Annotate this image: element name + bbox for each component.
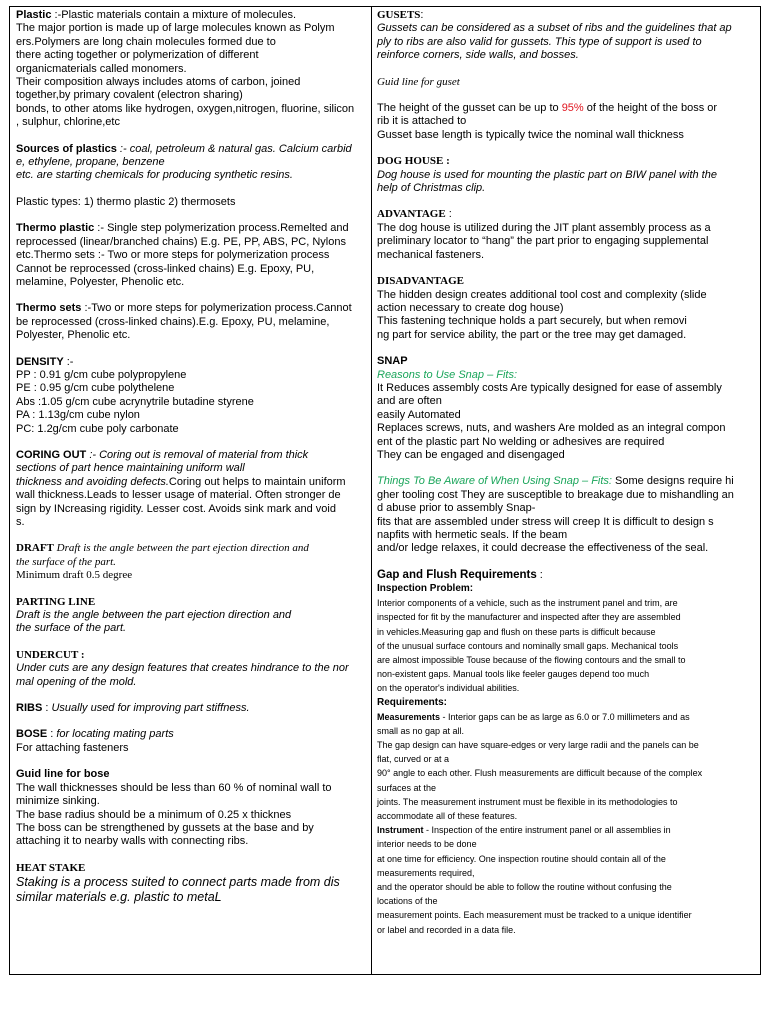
thermo-plastic-text: :- Single step polymerization process.Remelted and reprocessed (linear/branched chains) E.g. PE, PP, ABS, PC, Nylons etc.Thermo sets :- Two or more steps for polymerization process Cannot be reprocessed (cross-linked chains) E.g. Epoxy, PU, melamine, Polyester, Phenolic etc. (16, 222, 349, 288)
thermo-sets-text: :-Two or more steps for polymerization process.Cannot be reprocessed (cross-linked chains).E.g. Epoxy, PU, melamine, Polyester, Phenolic etc. (16, 302, 352, 342)
dog-house-heading: DOG HOUSE : (377, 155, 450, 168)
thermo-sets-heading: Thermo sets (16, 302, 82, 315)
snap-aware-section (377, 475, 755, 555)
snap-reasons-text: It Reduces assembly costs Are typically designed for ease of assembly and are often easily Automated Replaces screws, nuts, and washers Are molded as an integral compon ent of the plastic part No welding or adhesives are required They can be engaged and disengaged (377, 381, 726, 461)
disadvantage-heading: DISADVANTAGE (377, 275, 465, 288)
undercut-text: Under cuts are any design features that creates hindrance to the nor mal opening of the mold. (16, 662, 349, 688)
snap-aware-heading: Things To Be Aware of When Using Snap – Fits: (377, 475, 612, 488)
gusset-height-pre: The height of the gusset can be up to (377, 102, 562, 115)
bose-heading: BOSE (16, 728, 48, 741)
left-column (11, 6, 367, 905)
undercut-heading: UNDERCUT : (16, 648, 85, 661)
advantage-colon: : (445, 208, 452, 221)
right-column (374, 6, 759, 937)
bose-text: for locating mating parts (56, 728, 174, 741)
thermo-plastic-heading: Thermo plastic (16, 222, 95, 235)
guid-bose-text: The wall thicknesses should be less than 60 % of nominal wall to minimize sinking. The base radius should be a minimum of 0.25 x thicknes The boss can be strengthened by gussets at the base and by attaching it to nearby walls with connecting ribs. (16, 781, 332, 848)
sources-heading: Sources of plastics (16, 142, 117, 155)
snap-reasons-heading: Reasons to Use Snap – Fits: (377, 368, 518, 381)
inspection-heading: Inspection Problem: (377, 583, 474, 595)
bose-sep: : (47, 728, 57, 741)
ribs-sep: : (42, 702, 52, 715)
ribs-text: Usually used for improving part stiffness. (51, 702, 250, 715)
column-divider (371, 6, 372, 975)
gusets-heading: GUSETS (377, 9, 421, 21)
density-line: Abs :1.05 g/cm cube acrynytrile butadine styrene (16, 395, 254, 408)
instrument-label: Instrument (377, 825, 424, 836)
draft-min: Minimum draft 0.5 degree (16, 569, 133, 582)
sources-text: :- coal, petroleum & natural gas. Calcium carbid e, ethylene, propane, benzene etc. are starting chemicals for producing synthetic resins. (16, 142, 352, 182)
plastic-section (16, 9, 363, 130)
thermo-plastic-section (16, 222, 363, 289)
gap-flush-heading: Gap and Flush Requirements (377, 568, 537, 581)
plastic-types: Plastic types: 1) thermo plastic 2) thermosets (16, 195, 236, 208)
heat-stake-text: Staking is a process suited to connect parts made from dis similar materials e.g. plastic to metaL (16, 875, 340, 905)
measurements-label: Measurements (377, 711, 441, 722)
coring-text: Coring out helps to maintain uniform wall thickness.Leads to lesser usage of material. Often stronger de sign by INcreasing rigidity. Lesser cost. Avoids sink mark and void s. (16, 475, 346, 528)
parting-text: Draft is the angle between the part ejection direction and the surface of the part. (16, 609, 292, 635)
advantage-heading-line (377, 208, 755, 221)
parting-heading: PARTING LINE (16, 595, 96, 608)
coring-heading: CORING OUT (16, 448, 87, 461)
instrument-text: - Inspection of the entire instrument panel or all assemblies in interior needs to be done at one time for efficiency. One inspection routine should contain all of the measurements required, and the operator should be able to follow the routine without confusing the locations of the measurement points. Each measurement must be tracked to a unique identifier or label and recorded in a data file. (377, 825, 692, 935)
inspection-text: Interior components of a vehicle, such as the instrument panel and trim, are inspected for fit by the manufacturer and inspected after they are assembled in vehicles.Measuring gap and flush on these parts is difficult because of the unusual surface contours and nominally small gaps. Mechanical tools are almost impossible Touse because of the flowing contours and the small to non-existent gaps. Manual tools like feeler gauges depend too much on the operator's individual abilities. (377, 598, 686, 694)
density-line: PA : 1.13g/cm cube nylon (16, 409, 140, 422)
density-line: PC: 1.2g/cm cube poly carbonate (16, 422, 179, 435)
draft-section (16, 542, 363, 569)
snap-aware-text: Some designs require hi gher tooling cost They are susceptible to breakage due to mishandling an d abuse prior to assembly Snap- fits that are assembled under stress will creep It is difficult to design s napfits with hermetic seals. If the beam and/or ledge relaxes, it could decrease the effectiveness of the seal. (377, 475, 734, 555)
ribs-heading: RIBS (16, 702, 43, 715)
measurements-section (377, 710, 755, 824)
gap-flush-colon: : (536, 568, 543, 581)
gusets-heading-line (377, 9, 755, 22)
coring-italic: :- Coring out is removal of material from thick sections of part hence maintaining uniform wall thickness and avoiding defects. (16, 448, 309, 488)
density-suffix: :- (63, 355, 74, 368)
gusset-height-post: of the height of the boss or rib it is attached to Gusset base length is typically twice the nominal wall thickness (377, 102, 718, 141)
coring-section (16, 449, 363, 529)
ribs-section (16, 702, 363, 715)
thermo-sets-section (16, 302, 363, 342)
advantage-heading: ADVANTAGE (377, 208, 446, 221)
snap-heading: SNAP (377, 355, 408, 368)
bose-section (16, 728, 363, 741)
gusets-colon: : (420, 9, 424, 21)
disadvantage-text: The hidden design creates additional tool cost and complexity (slide action necessary to create dog house) This fastening technique holds a part securely, but when removi ng part for service ability, the part or the tree may get damaged. (377, 288, 707, 341)
instrument-section (377, 823, 755, 937)
density-heading: DENSITY (16, 355, 64, 368)
gusset-height (377, 102, 755, 142)
plastic-text: :-Plastic materials contain a mixture of molecules. The major portion is made up of large molecules known as Polym ers.Polymers are long chain molecules formed due to there acting together or polymerization of different organicmaterials called monomers. Their composition always includes atoms of carbon, joined together,by primary covalent (electron sharing) bonds, to other atoms like hydrogen, oxygen,nitrogen, fluorine, silicon , sulphur, chlorine,etc (16, 9, 355, 129)
draft-heading: DRAFT (16, 542, 54, 555)
heat-stake-heading: HEAT STAKE (16, 861, 86, 874)
advantage-text: The dog house is utilized during the JIT plant assembly process as a preliminary locator to “hang” the part prior to engaging supplemental mechanical fasteners. (377, 221, 711, 261)
bose-line2: For attaching fasteners (16, 741, 129, 754)
sources-section (16, 143, 363, 183)
draft-italic: Draft is the angle between the part ejection direction and the surface of the part. (16, 542, 309, 568)
guid-bose-heading: Guid line for bose (16, 768, 110, 781)
dog-house-text: Dog house is used for mounting the plastic part on BIW panel with the help of Christmas clip. (377, 168, 717, 195)
gusset-height-pct: 95% (561, 102, 584, 115)
density-line: PP : 0.91 g/cm cube polypropylene (16, 368, 187, 381)
requirements-heading: Requirements: (377, 696, 448, 708)
gusets-text: Gussets can be considered as a subset of ribs and the guidelines that ap ply to ribs are also valid for gussets. This type of support is used to reinforce corners, side walls, and bosses. (377, 22, 732, 62)
density-heading-line (16, 356, 363, 369)
density-line: PE : 0.95 g/cm cube polythelene (16, 382, 175, 395)
measurements-text: - Interior gaps can be as large as 6.0 or 7.0 millimeters and as small as no gap at all. The gap design can have square-edges or very large radii and the panels can be flat, curved or at a 90° angle to each other. Flush measurements are difficult because of the complex surfaces at the joints. The measurement instrument must be flexible in its methodologies to accommodate all of these features. (377, 711, 703, 822)
plastic-heading: Plastic (16, 9, 52, 21)
guid-guset: Guid line for guset (377, 75, 460, 88)
gap-flush-heading-line (377, 569, 755, 582)
